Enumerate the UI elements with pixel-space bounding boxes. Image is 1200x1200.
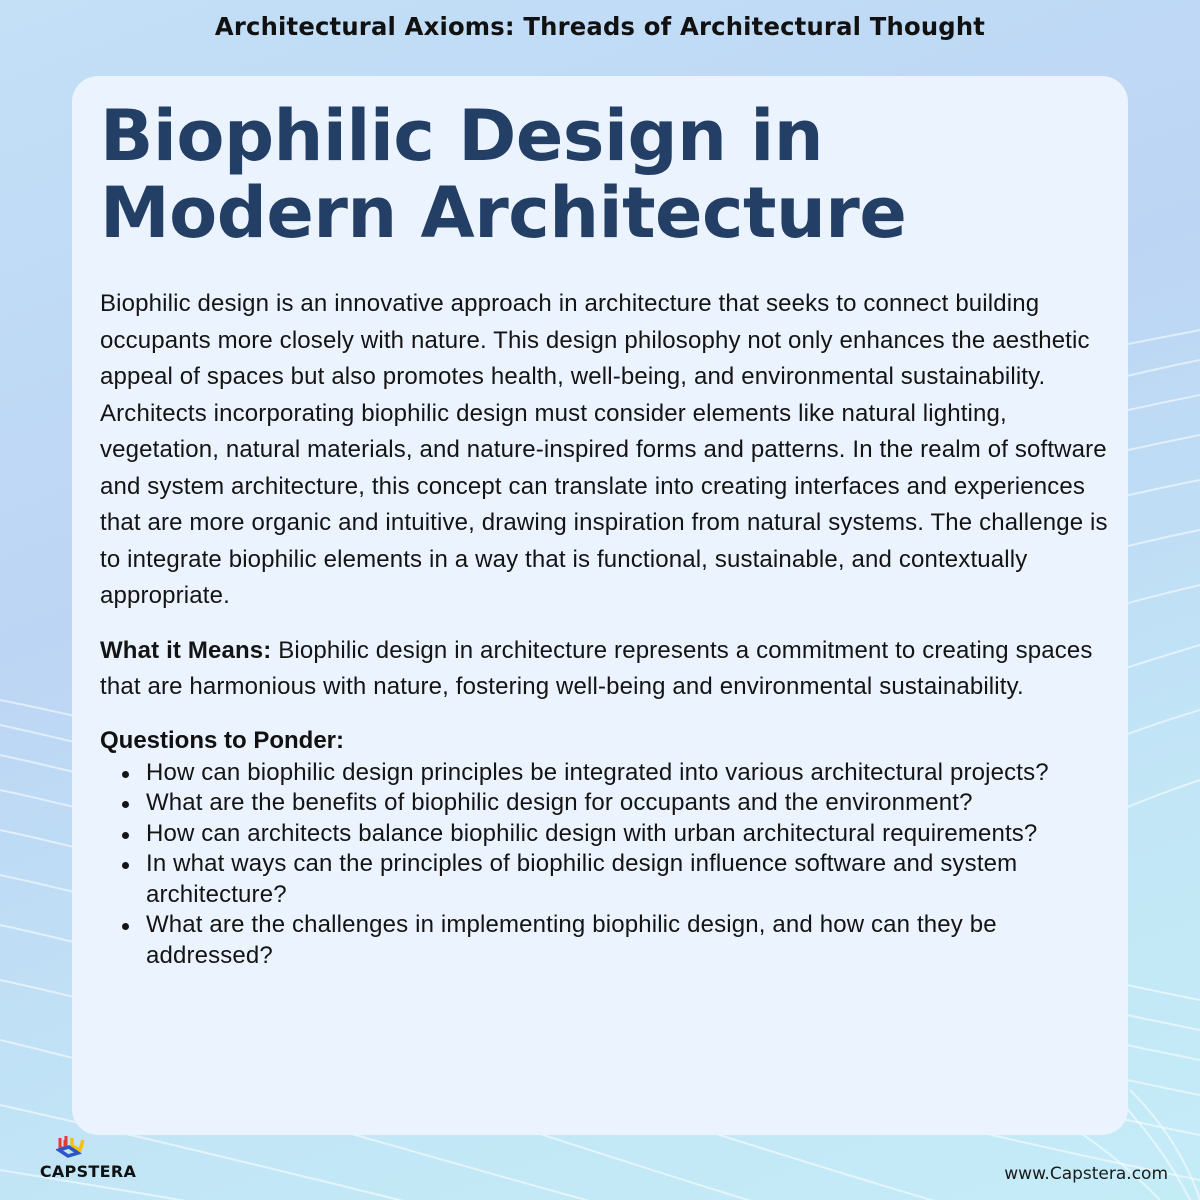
question-item [146,910,1108,971]
body-paragraph: Biophilic design is an innovative approach in architecture that seeks to connect building occupants more closely with nature. This design philosophy not only enhances the aesthetic appeal of spaces but also promotes health, well-being, and environmental sustainability. Architects incorporating biophilic design must consider elements like natural lighting, vegetation, natural materials, and nature-inspired forms and patterns. In the realm of software and system architecture, this concept can translate into creating interfaces and experiences that are more organic and intuitive, drawing inspiration from natural systems. The challenge is to integrate biophilic elements in a way that is functional, sustainable, and contextually appropriate. [100,290,1108,609]
bullet-icon [122,832,129,839]
questions-list [100,758,1108,972]
questions-heading: Questions to Ponder: [100,726,345,754]
brand-name: CAPSTERA [39,1162,137,1181]
question-text: How can biophilic design principles be integrated into various architectural projects? [146,758,1049,786]
question-item [146,788,1108,819]
capstera-logo-mark-icon [56,1134,86,1162]
what-it-means-paragraph [100,633,1108,706]
question-item [146,849,1108,910]
question-item [146,819,1108,850]
question-text: What are the benefits of biophilic design for occupants and the environment? [146,789,973,816]
question-item [146,758,1108,789]
bullet-icon [122,862,129,869]
bullet-icon [122,801,129,808]
website-url[interactable]: www.Capstera.com [1004,1164,1168,1184]
article-title: Biophilic Design in Modern Architecture [100,95,907,254]
what-it-means-label: What it Means: [100,636,272,664]
bullet-icon [122,923,129,930]
series-title: Architectural Axioms: Threads of Architectural Thought [214,12,986,41]
content-card [72,76,1128,1135]
question-text: How can architects balance biophilic design with urban architectural requirements? [146,819,1038,847]
bullet-icon [122,771,129,778]
question-text: What are the challenges in implementing biophilic design, and how can they be addressed? [146,911,997,969]
question-text: In what ways can the principles of biophilic design influence software and system architecture? [146,850,1018,908]
capstera-logo [38,1132,138,1182]
what-it-means-text: Biophilic design in architecture represents a commitment to creating spaces that are harmonious with nature, fostering well-being and environmental sustainability. [100,636,1093,700]
